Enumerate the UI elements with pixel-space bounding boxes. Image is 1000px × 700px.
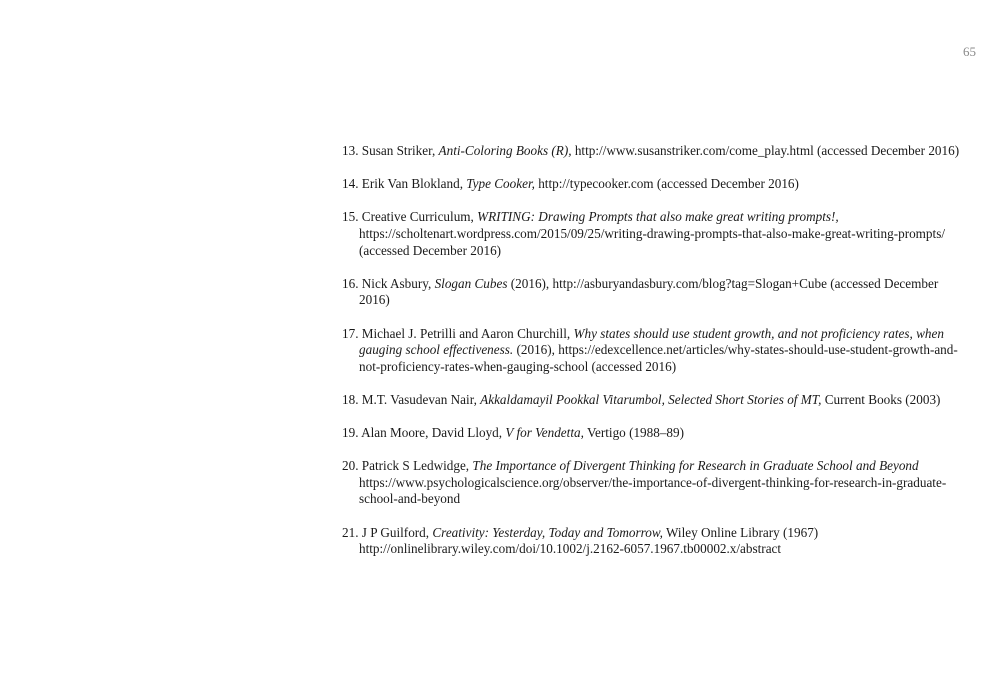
reference-number: 19. [342,425,359,441]
reference-details: (2016), http://asburyandasbury.com/blog?tag=Slogan+Cube (accessed December 2016) [359,275,939,308]
reference-details: https://scholtenart.wordpress.com/2015/09/25/writing-drawing-prompts-that-also-make-great-writing-prompts/ (accessed December 2016) [359,225,945,258]
reference-title: Type Cooker, [466,176,535,192]
reference-16 [342,276,962,309]
reference-details: Current Books (2003) [824,391,941,407]
reference-number: 14. [342,176,359,192]
reference-details: Wiley Online Library (1967) http://onlinelibrary.wiley.com/doi/10.1002/j.2162-6057.1967.tb00002.x/abstract [359,524,819,557]
reference-14 [342,176,962,193]
reference-number: 13. [342,143,359,158]
reference-title: Slogan Cubes [434,275,508,291]
reference-number: 15. [342,209,359,225]
reference-author: Creative Curriculum, [361,209,474,225]
reference-15 [342,209,962,259]
reference-list [342,143,962,574]
reference-21 [342,525,962,558]
reference-title: WRITING: Drawing Prompts that also make great writing prompts!, [477,209,839,225]
reference-author: Erik Van Blokland, [361,176,463,192]
reference-details: Vertigo (1988–89) [586,425,685,441]
reference-19 [342,425,962,442]
reference-number: 16. [342,275,359,291]
reference-number: 20. [342,458,359,474]
reference-title: Why states should use student growth, and not proficiency rates, when gauging school effectiveness. [359,325,944,358]
reference-details: http://www.susanstriker.com/come_play.html (accessed December 2016) [574,143,960,158]
reference-title: Anti-Coloring Books (R), [438,143,572,158]
reference-author: Alan Moore, David Lloyd, [361,425,503,441]
reference-title: V for Vendetta, [505,425,584,441]
reference-details: (2016), https://edexcellence.net/articles/why-states-should-use-student-growth-and-not-proficiency-rates-when-gauging-school (accessed 2016) [359,342,958,374]
reference-number: 21. [342,524,359,540]
reference-title: Creativity: Yesterday, Today and Tomorrow, [432,524,663,540]
reference-author: Michael J. Petrilli and Aaron Churchill, [361,325,571,341]
reference-author: Patrick S Ledwidge, [361,458,470,474]
reference-title: The Importance of Divergent Thinking for Research in Graduate School and Beyond [472,458,919,474]
reference-author: M.T. Vasudevan Nair, [361,391,477,407]
reference-13 [342,143,962,160]
reference-author: Nick Asbury, [361,275,432,291]
reference-author: Susan Striker, [361,143,436,158]
reference-17 [342,326,962,376]
page-number: 65 [963,44,976,59]
reference-title: Akkaldamayil Pookkal Vitarumbol, Selected Short Stories of MT, [480,391,822,407]
reference-number: 18. [342,391,359,407]
reference-20 [342,458,962,508]
reference-18 [342,392,962,409]
reference-author: J P Guilford, [361,524,430,540]
reference-number: 17. [342,325,359,341]
reference-details: https://www.psychologicalscience.org/observer/the-importance-of-divergent-thinking-for-research-in-graduate-school-and-beyond [359,474,947,507]
reference-details: http://typecooker.com (accessed December 2016) [538,176,799,192]
